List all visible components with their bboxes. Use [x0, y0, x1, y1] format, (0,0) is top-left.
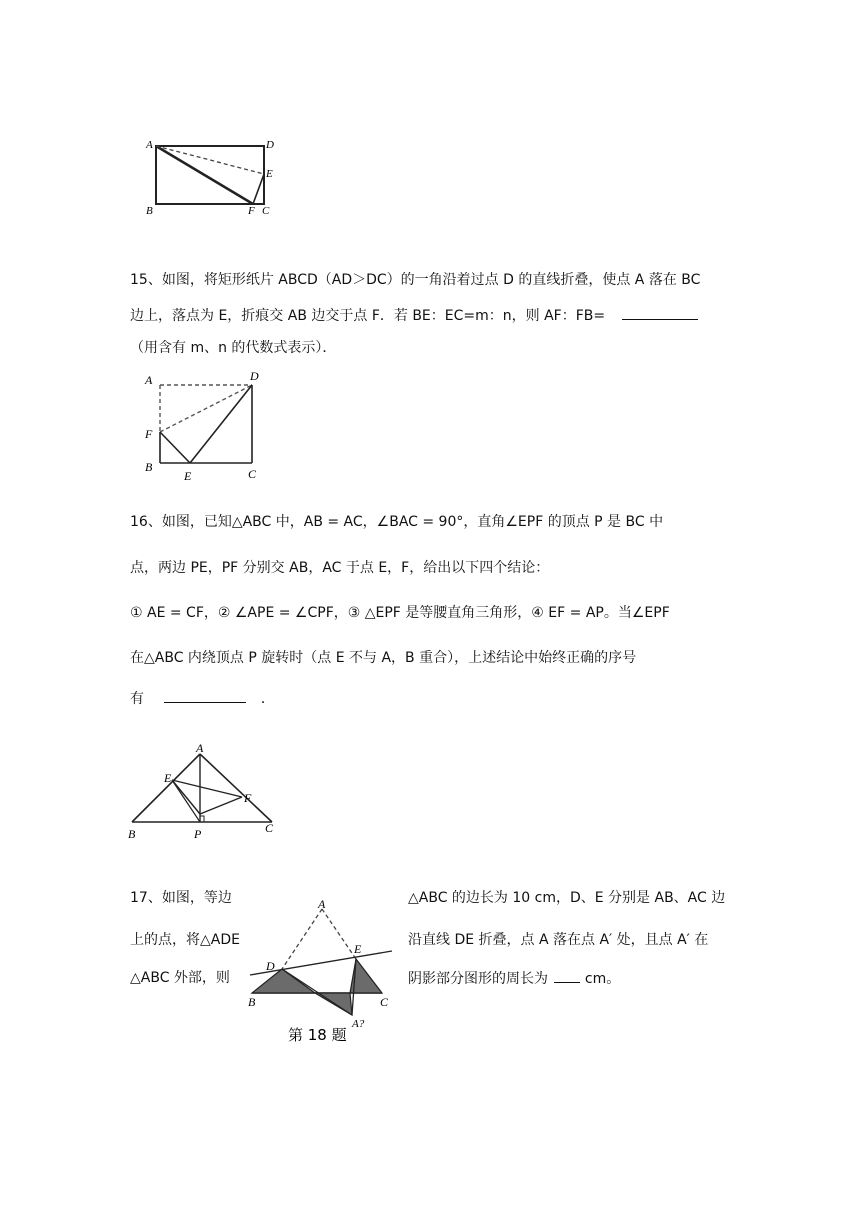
q17-right3-prefix: 阴影部分图形的周长为 [408, 971, 548, 987]
q17-right2: 沿直线 DE 折叠，点 A 落在点 A′ 处，且点 A′ 在 [408, 932, 709, 948]
label-D: D [250, 369, 259, 383]
label-C: C [265, 821, 274, 835]
label-C: C [248, 467, 257, 481]
label-B: B [146, 205, 153, 217]
q16-line1: 16、如图，已知△ABC 中，AB = AC，∠BAC = 90°，直角∠EPF 的顶点 P 是 BC 中 [130, 514, 664, 530]
label-F: F [248, 205, 255, 217]
label-D: D [266, 959, 275, 973]
q17-left2: 上的点，将△ADE [130, 932, 240, 948]
q16-line5 [130, 688, 275, 709]
figure-q16 [120, 740, 290, 850]
q17-left3: △ABC 外部，则 [130, 970, 230, 986]
q17-left1: 17、如图，等边 [130, 890, 232, 906]
q17-right3 [408, 968, 620, 989]
label-A: A [196, 741, 204, 755]
figure-q17 [240, 893, 400, 1045]
figure-caption: 第 18 题 [288, 1026, 347, 1044]
q16-line3: ① AE = CF，② ∠APE = ∠CPF，③ △EPF 是等腰直角三角形，④ EF = AP。当∠EPF [130, 605, 670, 621]
q15-line1: 15、如图，将矩形纸片 ABCD（AD＞DC）的一角沿着过点 D 的直线折叠，使点 A 落在 BC [130, 272, 701, 288]
q15-line2-text: 边上，落点为 E，折痕交 AB 边交于点 F．若 BE：EC=m：n，则 AF：FB= [130, 308, 606, 324]
q16-line2: 点，两边 PE，PF 分别交 AB，AC 于点 E，F，给出以下四个结论： [130, 560, 550, 576]
label-D: D [266, 139, 274, 151]
label-E: E [266, 168, 273, 180]
label-E: E [354, 942, 362, 956]
label-F: F [244, 791, 252, 805]
q15-answer-blank[interactable] [622, 305, 698, 320]
q15-line2 [130, 305, 698, 326]
label-C: C [262, 205, 270, 217]
label-P: P [194, 827, 202, 841]
q16-line5-prefix: 有 [130, 691, 144, 707]
label-E: E [164, 771, 172, 785]
q15-line3: （用含有 m、n 的代数式表示）． [130, 340, 337, 356]
label-A-prime: A? [352, 1018, 365, 1030]
figure-rectangle-fold [140, 130, 300, 240]
q16-answer-blank[interactable] [164, 688, 246, 703]
label-A: A [146, 139, 153, 151]
q17-answer-blank[interactable] [554, 968, 580, 983]
label-B: B [128, 827, 136, 841]
q17-right1: △ABC 的边长为 10 cm，D、E 分别是 AB、AC 边 [408, 890, 726, 906]
label-A: A [318, 897, 326, 911]
q17-right3-suffix: cm。 [584, 971, 621, 987]
q16-line5-suffix: ． [260, 691, 275, 707]
figure-q15 [140, 368, 270, 486]
label-E: E [184, 469, 192, 483]
label-A: A [145, 373, 153, 387]
label-B: B [248, 995, 256, 1009]
label-B: B [145, 460, 153, 474]
q16-line4: 在△ABC 内绕顶点 P 旋转时（点 E 不与 A，B 重合），上述结论中始终正确的序号 [130, 650, 637, 666]
label-F: F [145, 427, 153, 441]
label-C: C [380, 995, 389, 1009]
